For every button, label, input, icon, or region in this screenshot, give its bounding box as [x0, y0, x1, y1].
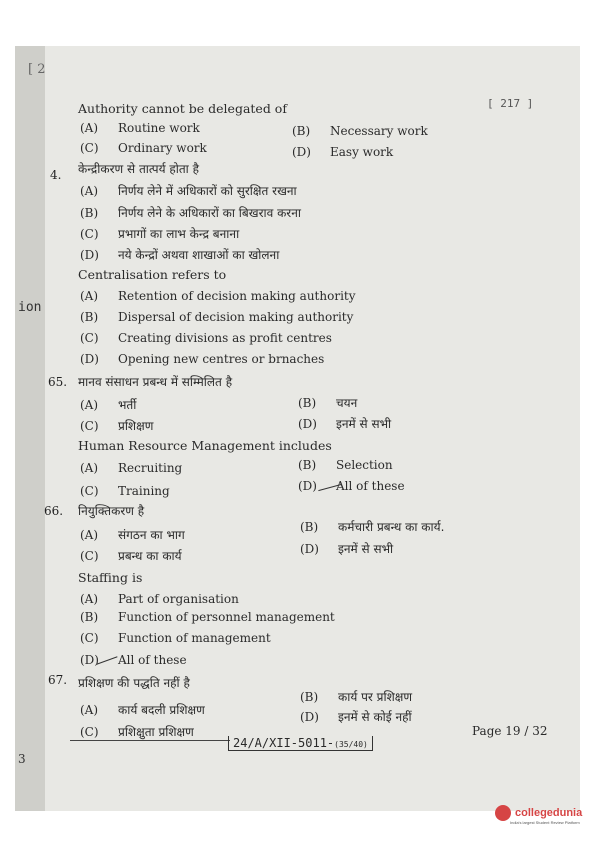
option-c: (C) Creating divisions as profit centres	[80, 331, 332, 345]
brand-name: collegedunia	[515, 807, 583, 819]
option-c-hindi: (C) प्रभागों का लाभ केन्द्र बनाना	[80, 227, 240, 241]
question-text-hindi: नियुक्तिकरण है	[78, 504, 145, 518]
option-c-hindi: (C) प्रबन्ध का कार्य	[80, 549, 182, 563]
option-a: (A) Recruiting	[80, 461, 183, 475]
option-b-hindi: (B) कार्य पर प्रशिक्षण	[300, 690, 413, 704]
footer-rule	[70, 740, 230, 741]
option-b-hindi: (B) कर्मचारी प्रबन्ध का कार्य.	[300, 520, 445, 534]
option-c-hindi: (C) प्रशिक्षुता प्रशिक्षण	[80, 725, 194, 739]
option-b-hindi: (B) चयन	[298, 396, 358, 410]
option-c-hindi: (C) प्रशिक्षण	[80, 419, 154, 433]
option-d-hindi: (D) इनमें से कोई नहीं	[300, 710, 412, 724]
option-c: (C) Ordinary work	[80, 141, 207, 155]
option-b: (B) Dispersal of decision making authority	[80, 310, 354, 324]
option-a: (A) Retention of decision making authority	[80, 289, 356, 303]
option-a-hindi: (A) कार्य बदली प्रशिक्षण	[80, 703, 205, 717]
option-a: (A) Routine work	[80, 121, 200, 135]
option-d-hindi: (D) नये केन्द्रों अथवा शाखाओं का खोलना	[80, 248, 280, 262]
option-d-marked: (D) All of these	[80, 653, 187, 667]
option-a: (A) Part of organisation	[80, 592, 239, 606]
option-b: (B) Necessary work	[292, 124, 428, 138]
paper-code: 24/A/XII-5011-(35/40)	[228, 736, 373, 751]
option-a-hindi: (A) भर्ती	[80, 398, 137, 412]
option-d-hindi: (D) इनमें से सभी	[298, 417, 392, 431]
margin-text: ion	[18, 300, 42, 315]
question-number: 4.	[50, 168, 62, 182]
option-d: (D) Easy work	[292, 145, 394, 159]
page-number: Page 19 / 32	[472, 724, 548, 738]
question-number: 66.	[44, 504, 64, 518]
option-a-hindi: (A) संगठन का भाग	[80, 528, 185, 542]
paper-fold-shade	[15, 46, 45, 811]
option-d-hindi: (D) इनमें से सभी	[300, 542, 394, 556]
page-code: [ 217 ]	[487, 97, 534, 110]
question-number: 65.	[48, 375, 68, 389]
option-c: (C) Function of management	[80, 631, 271, 645]
brand-tagline: India's largest Student Review Platform	[510, 820, 580, 825]
option-b-hindi: (B) निर्णय लेने के अधिकारों का बिखराव करना	[80, 206, 301, 220]
corner-mark: [ 2	[28, 62, 46, 77]
question-text-hindi: मानव संसाधन प्रबन्ध में सम्मिलित है	[78, 375, 233, 389]
option-b: (B) Selection	[298, 458, 393, 472]
question-text-hindi: प्रशिक्षण की पद्धति नहीं है	[78, 676, 190, 690]
logo-icon	[495, 805, 511, 821]
question-text: Human Resource Management includes	[78, 438, 332, 453]
option-b: (B) Function of personnel management	[80, 610, 335, 624]
option-d: (D) Opening new centres or brnaches	[80, 352, 325, 366]
option-a-hindi: (A) निर्णय लेने में अधिकारों को सुरक्षित रखना	[80, 184, 297, 198]
option-d-marked: (D) All of these	[298, 479, 405, 493]
margin-number: 3	[18, 752, 26, 766]
question-number: 67.	[48, 673, 68, 687]
question-text: Centralisation refers to	[78, 267, 227, 282]
question-text: Authority cannot be delegated of	[78, 101, 287, 116]
question-text: Staffing is	[78, 570, 143, 585]
brand-logo	[495, 805, 582, 821]
option-c: (C) Training	[80, 484, 170, 498]
question-text-hindi: केन्द्रीकरण से तात्पर्य होता है	[78, 162, 199, 176]
